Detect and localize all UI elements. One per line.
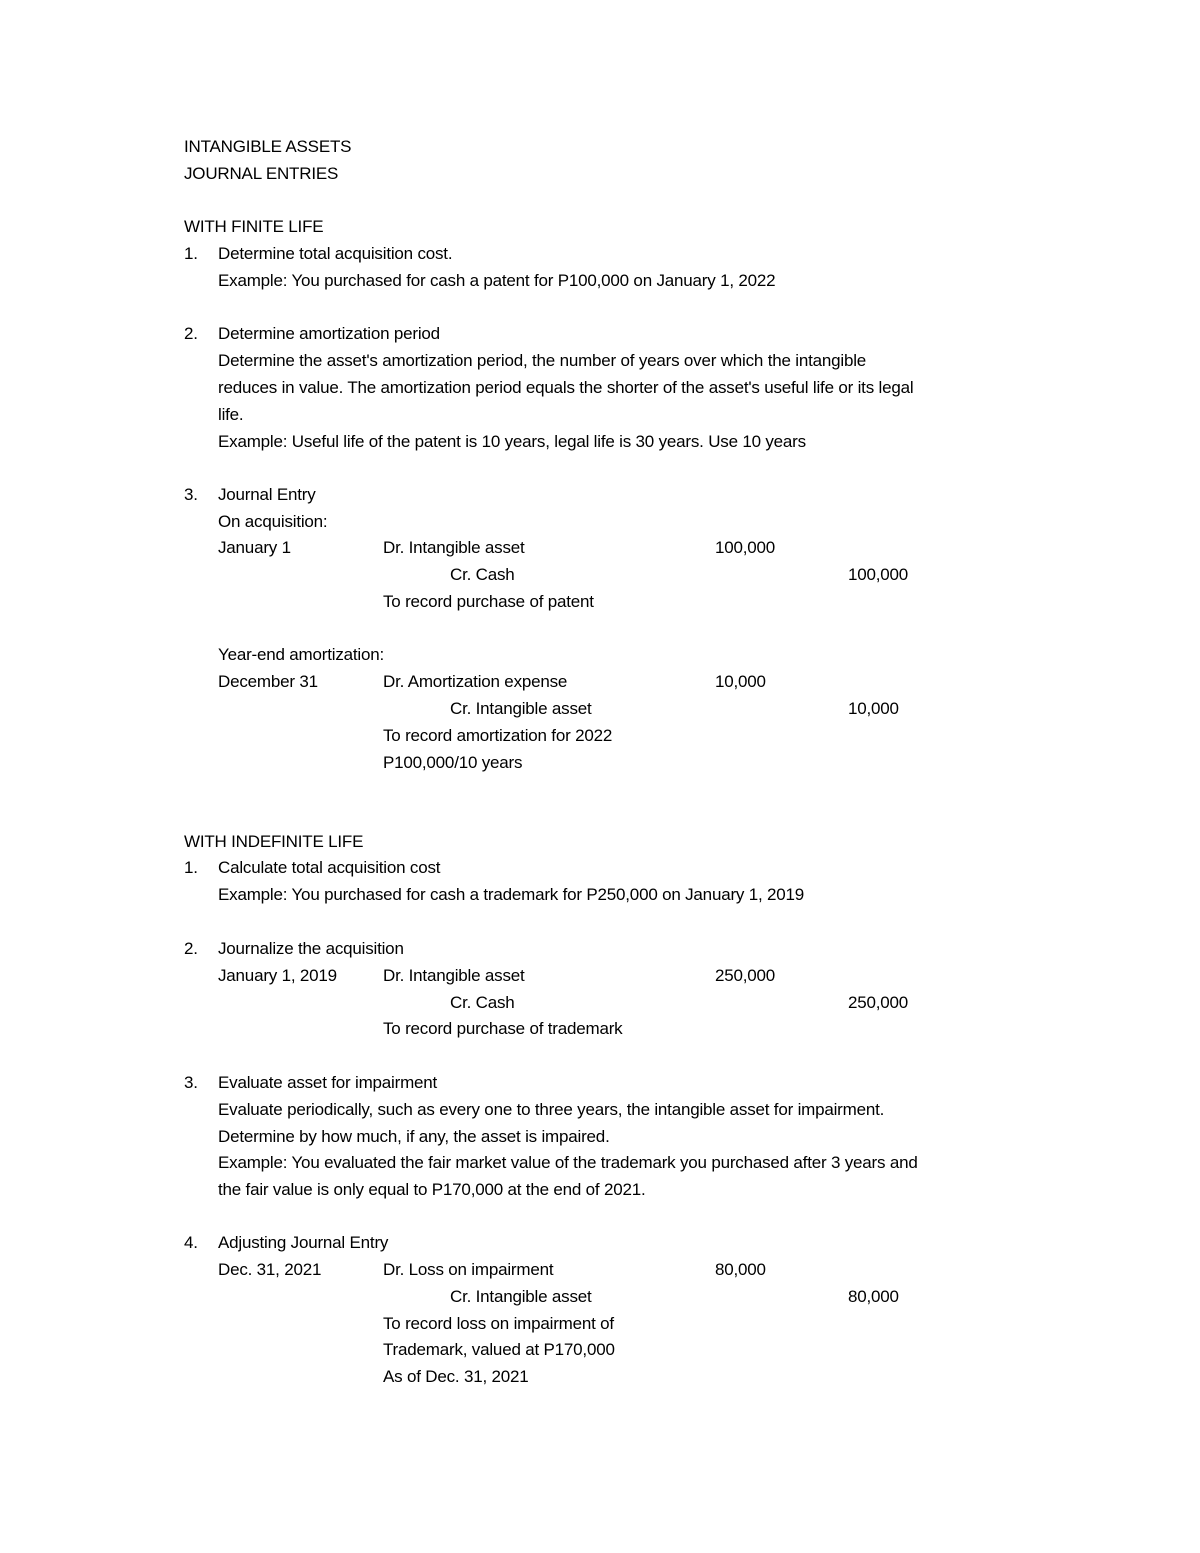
entry-debit-amount: 80,000 bbox=[715, 1260, 766, 1279]
finite-step2-example: Example: Useful life of the patent is 10 years, legal life is 30 years. Use 10 years bbox=[218, 432, 806, 451]
entry-credit-account: Cr. Cash bbox=[450, 993, 515, 1012]
entry-memo: To record loss on impairment of bbox=[383, 1314, 614, 1333]
indefinite-step3-example-line: Example: You evaluated the fair market value of the trademark you purchased after 3 years and bbox=[218, 1153, 918, 1172]
indefinite-life-heading: WITH INDEFINITE LIFE bbox=[184, 832, 364, 851]
entry-debit-account: Dr. Intangible asset bbox=[383, 538, 525, 557]
finite-step3-title: Journal Entry bbox=[218, 485, 316, 504]
entry-credit-amount: 100,000 bbox=[848, 565, 909, 584]
entry-debit-account: Dr. Intangible asset bbox=[383, 966, 525, 985]
entry-credit-account: Cr. Cash bbox=[450, 565, 515, 584]
indefinite-step2-number: 2. bbox=[184, 939, 198, 958]
entry-memo: As of Dec. 31, 2021 bbox=[383, 1367, 529, 1386]
entry-memo: To record purchase of patent bbox=[383, 592, 594, 611]
indefinite-step3-number: 3. bbox=[184, 1073, 198, 1092]
entry-debit-account: Dr. Amortization expense bbox=[383, 672, 568, 691]
entry-credit-account: Cr. Intangible asset bbox=[450, 699, 592, 718]
entry-debit-account: Dr. Loss on impairment bbox=[383, 1260, 554, 1279]
entry-credit-amount: 80,000 bbox=[848, 1287, 899, 1306]
finite-step2-desc-line: life. bbox=[218, 405, 244, 424]
indefinite-step4-number: 4. bbox=[184, 1233, 198, 1252]
finite-step2-desc-line: Determine the asset's amortization period, the number of years over which the intangible bbox=[218, 351, 867, 370]
indefinite-step1-number: 1. bbox=[184, 858, 198, 877]
finite-step1-number: 1. bbox=[184, 244, 198, 263]
indefinite-step1-title: Calculate total acquisition cost bbox=[218, 858, 441, 877]
entry-date: Dec. 31, 2021 bbox=[218, 1260, 322, 1279]
entry-memo: To record amortization for 2022 bbox=[383, 726, 613, 745]
finite-step2-desc-line: reduces in value. The amortization period equals the shorter of the asset's useful life or its legal bbox=[218, 378, 914, 397]
finite-step2-number: 2. bbox=[184, 324, 198, 343]
entry-date: January 1 bbox=[218, 538, 291, 557]
indefinite-step3-example-line: the fair value is only equal to P170,000 at the end of 2021. bbox=[218, 1180, 646, 1199]
indefinite-step3-desc-line: Evaluate periodically, such as every one to three years, the intangible asset for impairment. bbox=[218, 1100, 885, 1119]
entry-date: January 1, 2019 bbox=[218, 966, 337, 985]
document-subtitle: JOURNAL ENTRIES bbox=[184, 164, 339, 183]
finite-step1-example: Example: You purchased for cash a patent for P100,000 on January 1, 2022 bbox=[218, 271, 776, 290]
entry-memo: P100,000/10 years bbox=[383, 753, 523, 772]
document-title: INTANGIBLE ASSETS bbox=[184, 137, 352, 156]
entry-debit-amount: 10,000 bbox=[715, 672, 766, 691]
indefinite-step3-desc-line: Determine by how much, if any, the asset is impaired. bbox=[218, 1127, 610, 1146]
amortization-label: Year-end amortization: bbox=[218, 645, 385, 664]
indefinite-step1-example: Example: You purchased for cash a trademark for P250,000 on January 1, 2019 bbox=[218, 885, 805, 904]
entry-debit-amount: 250,000 bbox=[715, 966, 776, 985]
finite-life-heading: WITH FINITE LIFE bbox=[184, 217, 324, 236]
entry-credit-amount: 10,000 bbox=[848, 699, 899, 718]
indefinite-step3-title: Evaluate asset for impairment bbox=[218, 1073, 438, 1092]
indefinite-step4-title: Adjusting Journal Entry bbox=[218, 1233, 389, 1252]
entry-debit-amount: 100,000 bbox=[715, 538, 776, 557]
finite-step1-title: Determine total acquisition cost. bbox=[218, 244, 453, 263]
entry-credit-amount: 250,000 bbox=[848, 993, 909, 1012]
finite-step2-title: Determine amortization period bbox=[218, 324, 440, 343]
finite-step3-number: 3. bbox=[184, 485, 198, 504]
entry-memo: Trademark, valued at P170,000 bbox=[383, 1340, 615, 1359]
entry-memo: To record purchase of trademark bbox=[383, 1019, 623, 1038]
entry-date: December 31 bbox=[218, 672, 318, 691]
indefinite-step2-title: Journalize the acquisition bbox=[218, 939, 404, 958]
entry-credit-account: Cr. Intangible asset bbox=[450, 1287, 592, 1306]
acquisition-label: On acquisition: bbox=[218, 512, 328, 531]
